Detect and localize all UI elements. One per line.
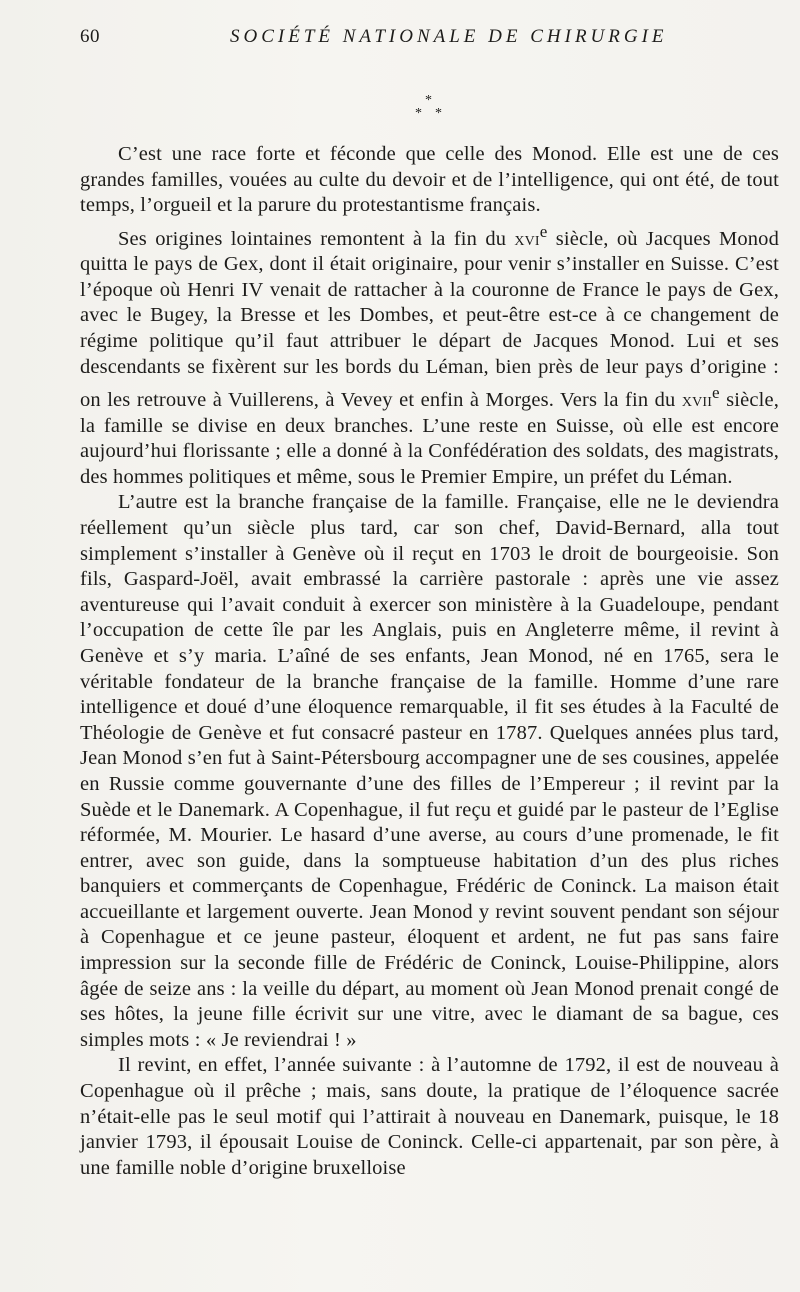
paragraph-1: C’est une race forte et féconde que celle des Monod. Elle est une de ces grandes familles, vouées au culte du devoir et de l’intelligence, qui ont été, de tout temps, l’orgueil et la parure du protestantisme français. — [80, 143, 779, 217]
page-number: 60 — [80, 26, 100, 47]
century-superscript-17: e — [712, 383, 720, 403]
paragraph-2-part-2: siècle, où Jacques Monod quitta le pays de Gex, dont il était originaire, pour venir s’installer en Suisse. C’est l’époque où Henri IV venait de rattacher à la couronne de France le pays de Gex, avec le Bugey, la Bresse et les Dombes, et peut-être est-ce à ce changement de régime politique qu’il faut attribuer le départ de Jacques Monod. Lui et ses descendants se fixèrent sur les bords du Léman, bien près de leur pays d’origine : on les retrouve à Vuillerens, à Vevey et enfin à Morges. Vers la fin du — [80, 227, 779, 411]
asterisk-left: * — [415, 106, 422, 121]
running-title: SOCIÉTÉ NATIONALE DE CHIRURGIE — [230, 26, 668, 47]
century-numeral-16: xvi — [514, 227, 540, 250]
asterisk-top: * — [425, 93, 432, 108]
paragraph-3: L’autre est la branche française de la famille. Française, elle ne le deviendra réellement qu’un siècle plus tard, car son chef, David-Bernard, alla tout simplement s’installer à Genève où il reçut en 1703 le droit de bourgeoisie. Son fils, Gaspard-Joël, avait embrassé la carrière pastorale : après une vie assez aventureuse qui l’avait conduit à exercer son ministère à la Guadeloupe, pendant l’occupation de cette île par les Anglais, puis en Angleterre même, il revint à Genève et s’y maria. L’aîné de ses enfants, Jean Monod, né en 1765, sera le véritable fondateur de la branche française de la famille. Homme d’une rare intelligence et doué d’une éloquence remarquable, il fit ses études à la Faculté de Théologie de Genève et fut consacré pasteur en 1787. Quelques années plus tard, Jean Monod s’en fut à Saint-Pétersbourg accompagner une de ses cousines, appelée en Russie comme gouvernante d’une des filles de l’Empereur ; il revint par la Suède et le Danemark. A Copenhague, il fut reçu et guidé par le pasteur de l’Eglise réformée, M. Mourier. Le hasard d’une averse, au cours d’une promenade, le fit entrer, avec son guide, dans la somptueuse habitation d’un des plus riches banquiers et commerçants de Copenhague, Frédéric de Coninck. La maison était accueillante et largement ouverte. Jean Monod y revint souvent pendant son séjour à Copenhague et ce jeune pasteur, éloquent et ardent, ne fut pas sans faire impression sur la seconde fille de Frédéric de Coninck, Louise-Philippine, alors âgée de seize ans : la veille du départ, au moment où Jean Monod prenait congé de ses hôtes, la jeune fille écrivit sur une vitre, avec le diamant de sa bague, ces simples mots : « Je reviendrai ! » — [80, 491, 779, 1051]
page-header — [80, 26, 778, 56]
paragraph-2 — [80, 219, 779, 491]
century-superscript-16: e — [539, 221, 548, 241]
paragraph-4: Il revint, en effet, l’année suivante : à l’automne de 1792, il est de nouveau à Copenhague où il prêche ; mais, sans doute, la pratique de l’éloquence sacrée n’était-elle pas le seul motif qui l’attirait à nouveau en Danemark, puisque, le 18 janvier 1793, il épousait Louise de Coninck. Celle-ci appartenait, par son père, à une famille noble d’origine bruxelloise — [80, 1054, 779, 1179]
century-numeral-17: xvii — [681, 389, 713, 411]
body-text — [80, 142, 779, 1181]
paragraph-2-part-3: siècle, la famille se divise en deux branches. L’une reste en Suisse, où elle est encore aujourd’hui florissante ; elle a donné à la Confédération des soldats, des magistrats, des hommes politiques et même, sous le Premier Empire, un préfet du Léman. — [80, 389, 780, 488]
section-separator-asterism — [412, 94, 452, 128]
paragraph-2-part-1: Ses origines lointaines remontent à la fin du — [118, 227, 515, 250]
asterisk-right: * — [435, 106, 442, 121]
